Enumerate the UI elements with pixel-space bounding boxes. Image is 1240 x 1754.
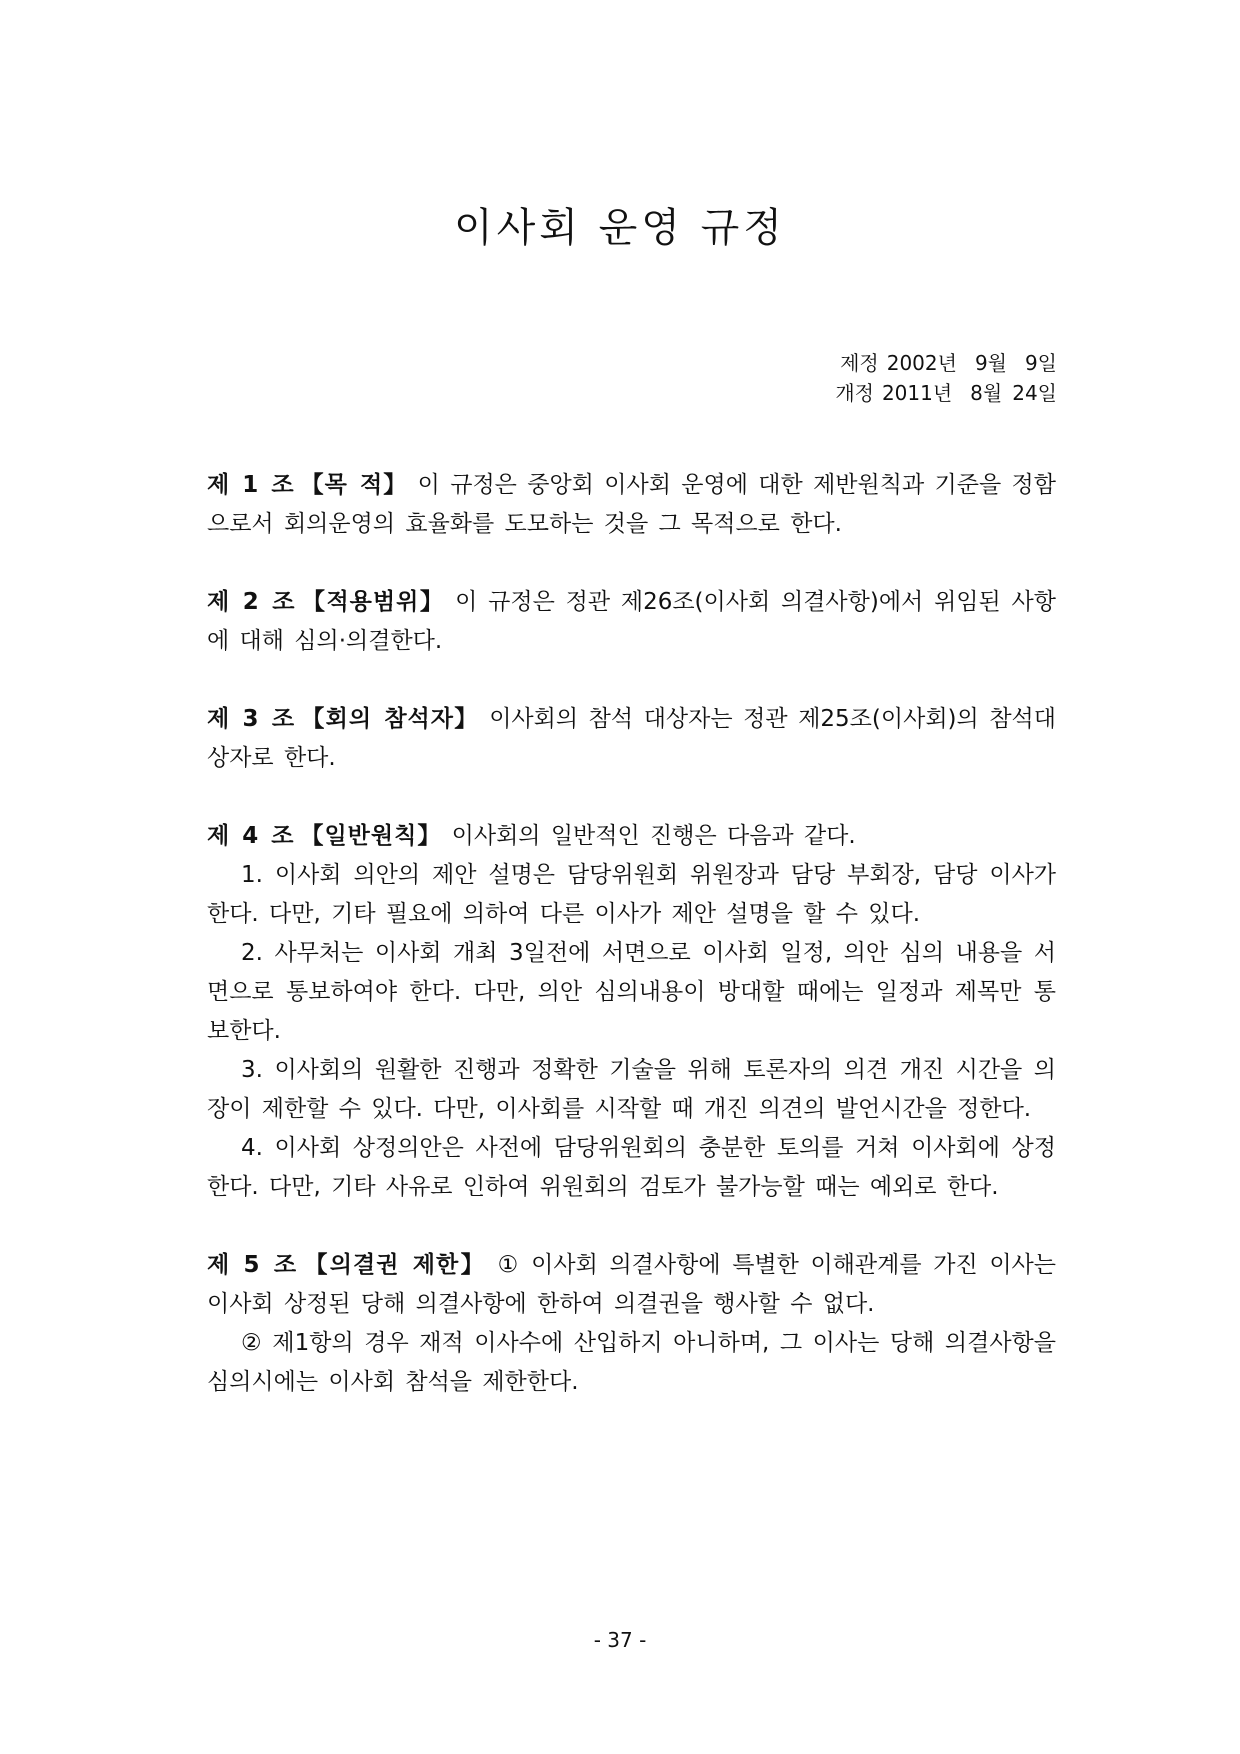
date-label: 제정 [840, 351, 879, 375]
article-heading [207, 1252, 486, 1278]
article-3 [207, 700, 1056, 778]
article-text: ① 이사회 의결사항에 특별한 이해관계를 가진 이사는 이사회 상정된 당해 의결사항에 한하여 의결권을 행사할 수 없다. [207, 1252, 1056, 1317]
date-month: 9월 [974, 351, 1007, 375]
document-title: 이사회 운영 규정 [454, 205, 786, 251]
article-title: 【의결권 제한】 [303, 1252, 486, 1278]
article-item: 4. 이사회 상정의안은 사전에 담당위원회의 충분한 토의를 거쳐 이사회에 상정한다. 다만, 기타 사유로 인하여 위원회의 검토가 불가능할 때는 예외로 한다. [207, 1135, 1056, 1200]
article-paragraph [207, 1246, 1056, 1324]
article-text: 이 규정은 중앙회 이사회 운영에 대한 제반원칙과 기준을 정함으로서 회의운영의 효율화를 도모하는 것을 그 목적으로 한다. [207, 472, 1056, 537]
article-item: 1. 이사회 의안의 제안 설명은 담당위원회 위원장과 담당 부회장, 담당 이사가 한다. 다만, 기타 필요에 의하여 다른 이사가 제안 설명을 할 수 있다. [207, 862, 1056, 927]
article-4 [207, 817, 1056, 1207]
date-year: 2011년 [881, 381, 953, 405]
enactment-dates [835, 348, 1057, 408]
article-number: 제 5 조 [207, 1252, 298, 1278]
date-month: 8월 [970, 381, 1003, 405]
article-text: 이 규정은 정관 제26조(이사회 의결사항)에서 위임된 사항에 대해 심의·의결한다. [207, 589, 1056, 654]
article-number: 제 1 조 [207, 472, 295, 498]
date-day: 9일 [1024, 351, 1057, 375]
article-heading [207, 589, 444, 615]
enactment-date [835, 348, 1057, 378]
article-title: 【적용범위】 [301, 589, 445, 615]
article-text: 이사회의 일반적인 진행은 다음과 같다. [451, 823, 856, 849]
page-number: - 37 - [593, 1628, 647, 1652]
article-title: 【일반원칙】 [300, 823, 442, 849]
article-title: 【목 적】 [300, 472, 408, 498]
article-paragraph [207, 700, 1056, 778]
amendment-date [835, 378, 1057, 408]
article-item: 3. 이사회의 원활한 진행과 정확한 기술을 위해 토론자의 의견 개진 시간을 의장이 제한할 수 있다. 다만, 이사회를 시작할 때 개진 의견의 발언시간을 정한다. [207, 1057, 1056, 1122]
article-number: 제 3 조 [207, 706, 296, 732]
date-day: 24일 [1012, 381, 1057, 405]
article-item: 2. 사무처는 이사회 개최 3일전에 서면으로 이사회 일정, 의안 심의 내용을 서면으로 통보하여야 한다. 다만, 의안 심의내용이 방대할 때에는 일정과 제목만 통보한다. [207, 940, 1056, 1044]
article-number: 제 2 조 [207, 589, 296, 615]
article-title: 【회의 참석자】 [301, 706, 479, 732]
document-body [207, 466, 1056, 1441]
article-1 [207, 466, 1056, 544]
article-heading [207, 823, 441, 849]
article-5 [207, 1246, 1056, 1402]
article-number: 제 4 조 [207, 823, 295, 849]
article-heading [207, 472, 407, 498]
article-paragraph [207, 466, 1056, 544]
date-label: 개정 [835, 381, 874, 405]
article-paragraph [207, 583, 1056, 661]
article-text: 이사회의 참석 대상자는 정관 제25조(이사회)의 참석대상자로 한다. [207, 706, 1056, 771]
date-year: 2002년 [886, 351, 957, 375]
article-heading [207, 706, 479, 732]
article-paragraph [207, 817, 1056, 856]
article-2 [207, 583, 1056, 661]
article-item: ② 제1항의 경우 재적 이사수에 산입하지 아니하며, 그 이사는 당해 의결사항을 심의시에는 이사회 참석을 제한한다. [207, 1330, 1056, 1395]
